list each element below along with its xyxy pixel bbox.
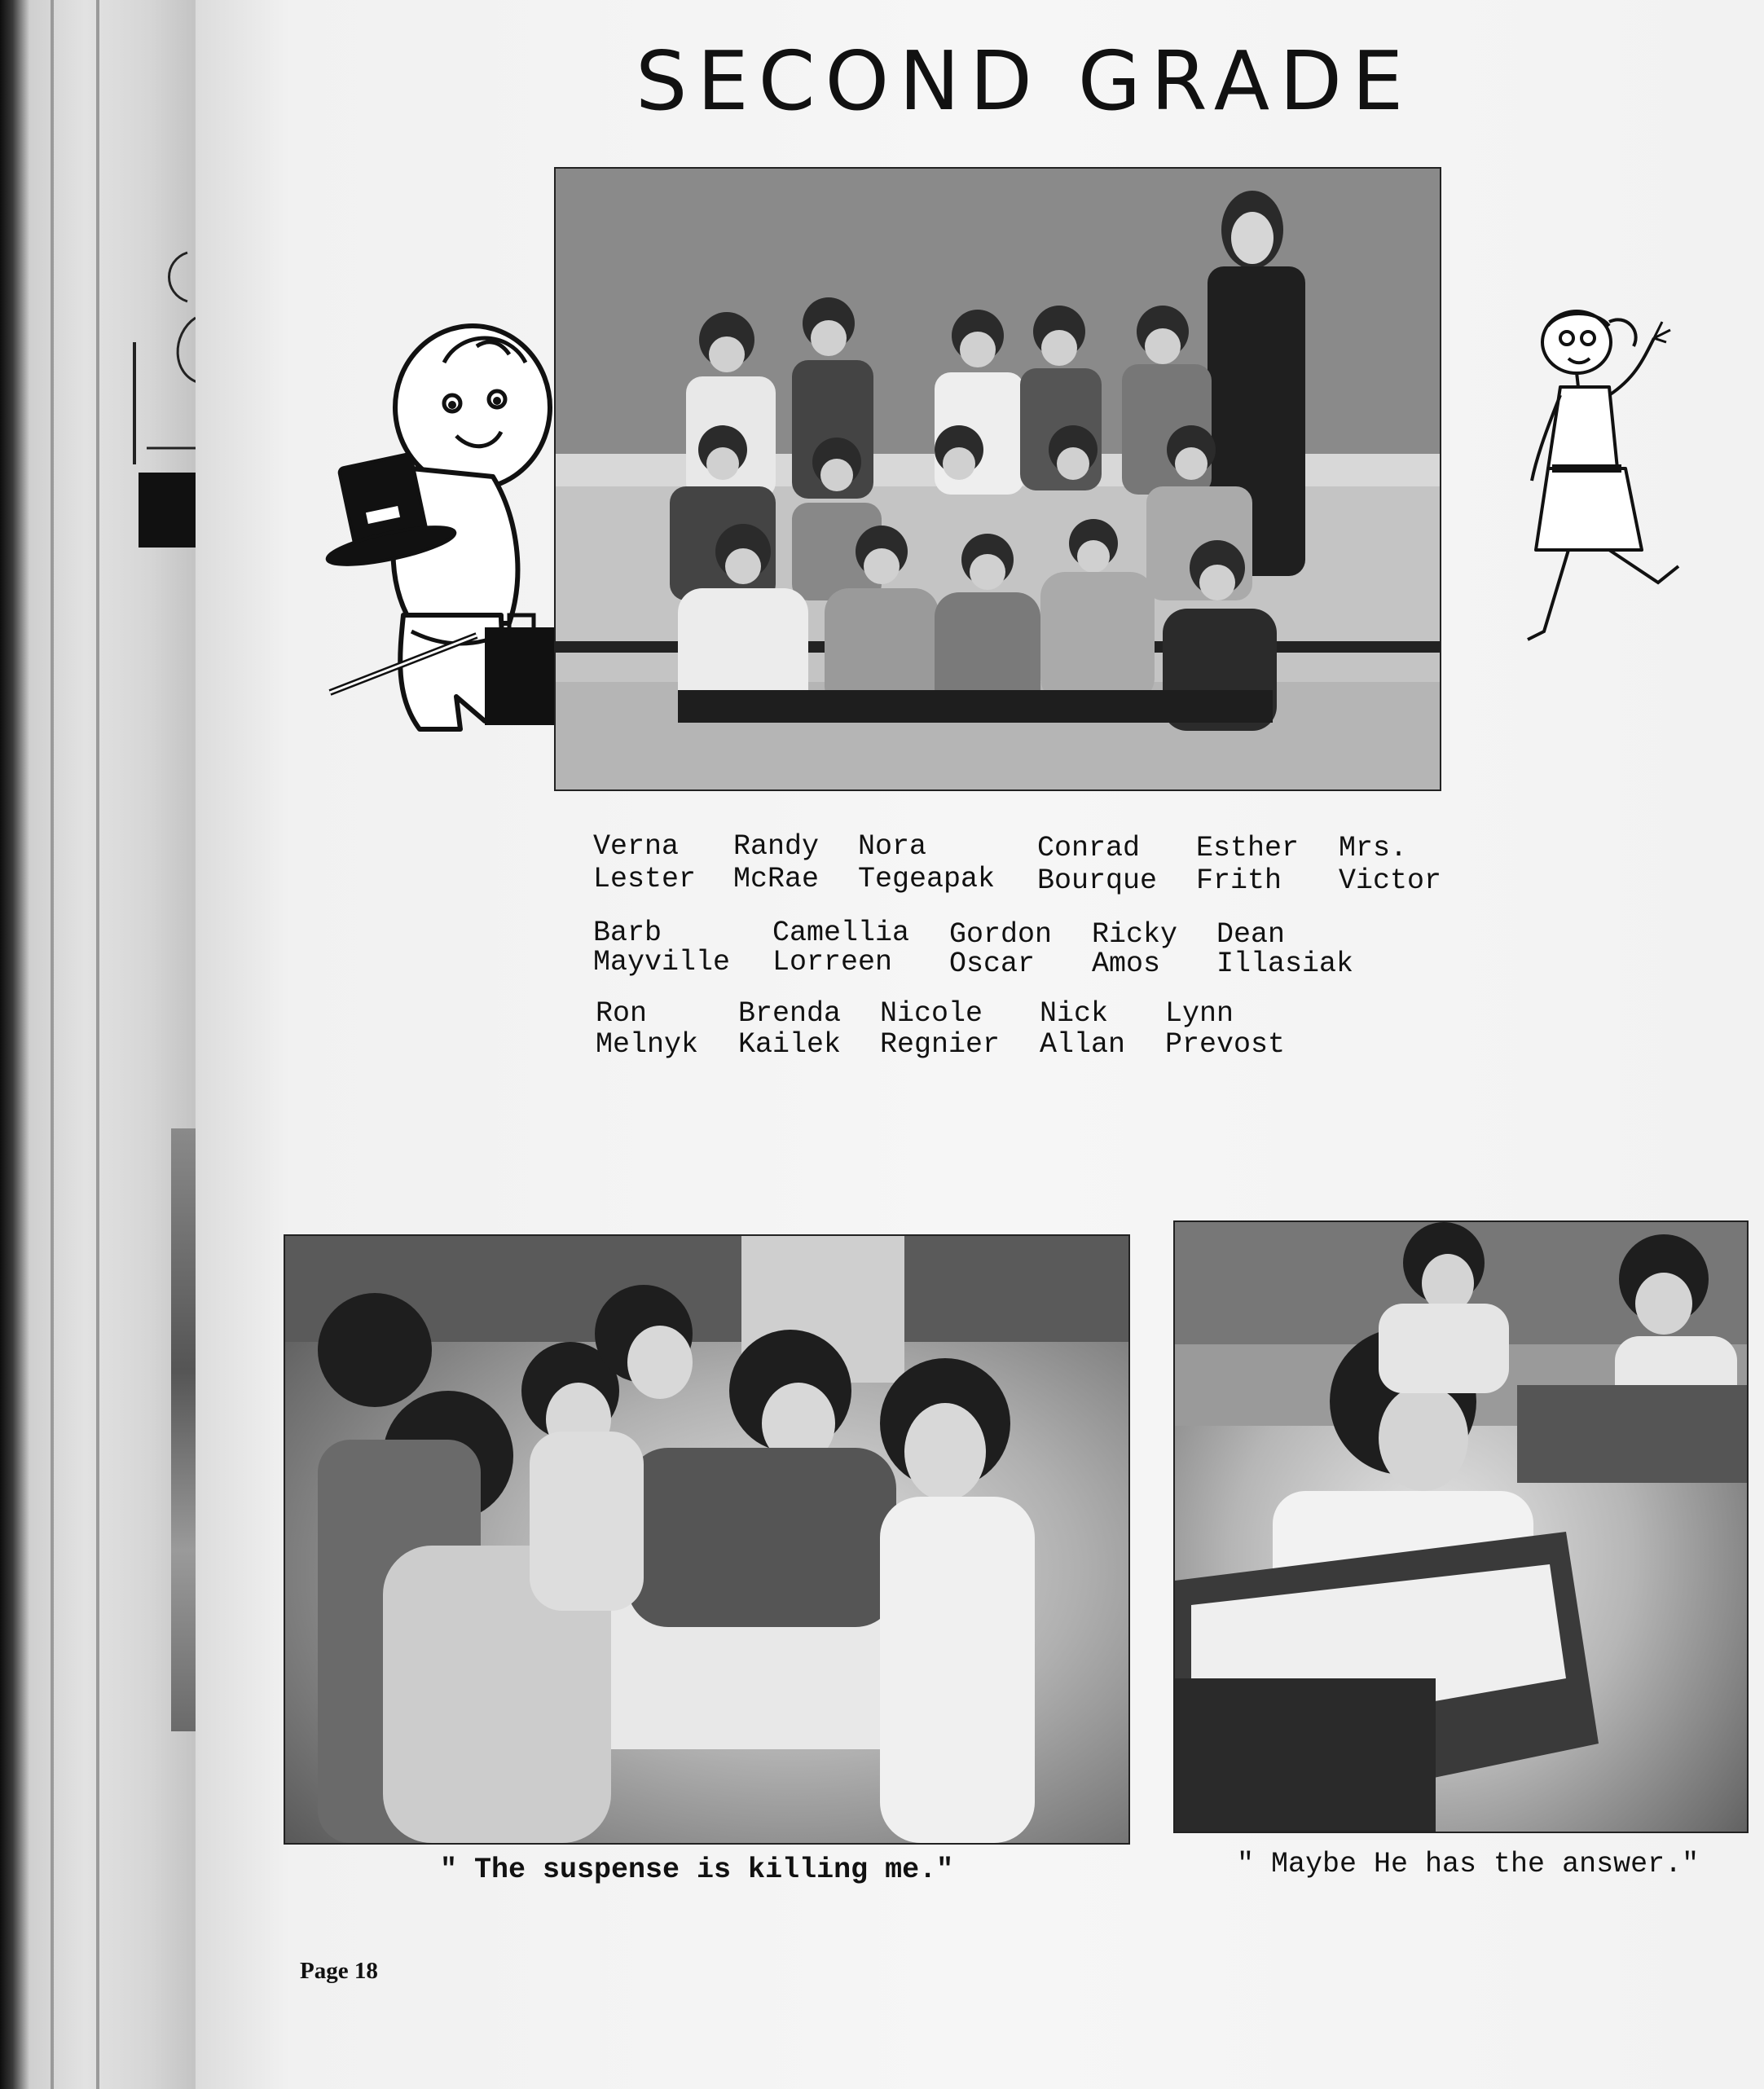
name-first: Gordon (949, 918, 1053, 951)
page-title: SECOND GRADE (636, 33, 1414, 129)
adjacent-page-sketch (130, 244, 204, 464)
group-work-figures (285, 1236, 1128, 1843)
dancing-lady-icon (1520, 306, 1695, 648)
name-last: Prevost (1165, 1028, 1286, 1061)
name-last: Amos (1092, 948, 1161, 980)
name-last: Kailek (738, 1028, 842, 1061)
page-edge (51, 0, 54, 2089)
name-first: Camellia (772, 917, 910, 949)
name-first: Randy (733, 830, 820, 863)
desk-photo-figures (1175, 1222, 1747, 1832)
name-last: Oscar (949, 948, 1036, 980)
class-photo-figures (556, 169, 1440, 789)
name-last: Illasiak (1216, 948, 1354, 980)
name-first: Dean (1216, 918, 1286, 951)
name-first: Lynn (1165, 997, 1234, 1030)
name-last: McRae (733, 863, 820, 895)
name-first: Nick (1040, 997, 1109, 1030)
name-first: Barb (593, 917, 662, 949)
name-first: Ron (596, 997, 648, 1030)
name-first: Esther (1196, 832, 1300, 864)
student-name-list (593, 831, 1522, 1067)
name-first: Conrad (1037, 832, 1141, 864)
name-first: Nora (858, 830, 927, 863)
name-first: Verna (593, 830, 680, 863)
class-group-photo (554, 167, 1441, 791)
name-first: Mrs. (1339, 832, 1408, 864)
name-last: Melnyk (596, 1028, 699, 1061)
photo-caption-right: " Maybe He has the answer." (1237, 1848, 1700, 1880)
photo-caption-left: " The suspense is killing me." (440, 1854, 954, 1886)
classroom-group-work-photo (284, 1234, 1130, 1845)
cherub-top-hat-icon (322, 314, 566, 754)
name-last: Lorreen (772, 946, 893, 979)
name-first: Brenda (738, 997, 842, 1030)
name-first: Ricky (1092, 918, 1178, 951)
adjacent-page-block (139, 473, 197, 548)
name-last: Frith (1196, 864, 1282, 897)
name-last: Tegeapak (858, 863, 996, 895)
name-last: Victor (1339, 864, 1442, 897)
book-spine (0, 0, 212, 2089)
page-number: Page 18 (300, 1958, 378, 1984)
name-last: Lester (593, 863, 697, 895)
name-last: Regnier (880, 1028, 1001, 1061)
name-first: Nicole (880, 997, 983, 1030)
name-last: Bourque (1037, 864, 1158, 897)
name-last: Mayville (593, 946, 731, 979)
page-edge (96, 0, 99, 2089)
classroom-desk-photo (1173, 1220, 1749, 1833)
name-last: Allan (1040, 1028, 1126, 1061)
